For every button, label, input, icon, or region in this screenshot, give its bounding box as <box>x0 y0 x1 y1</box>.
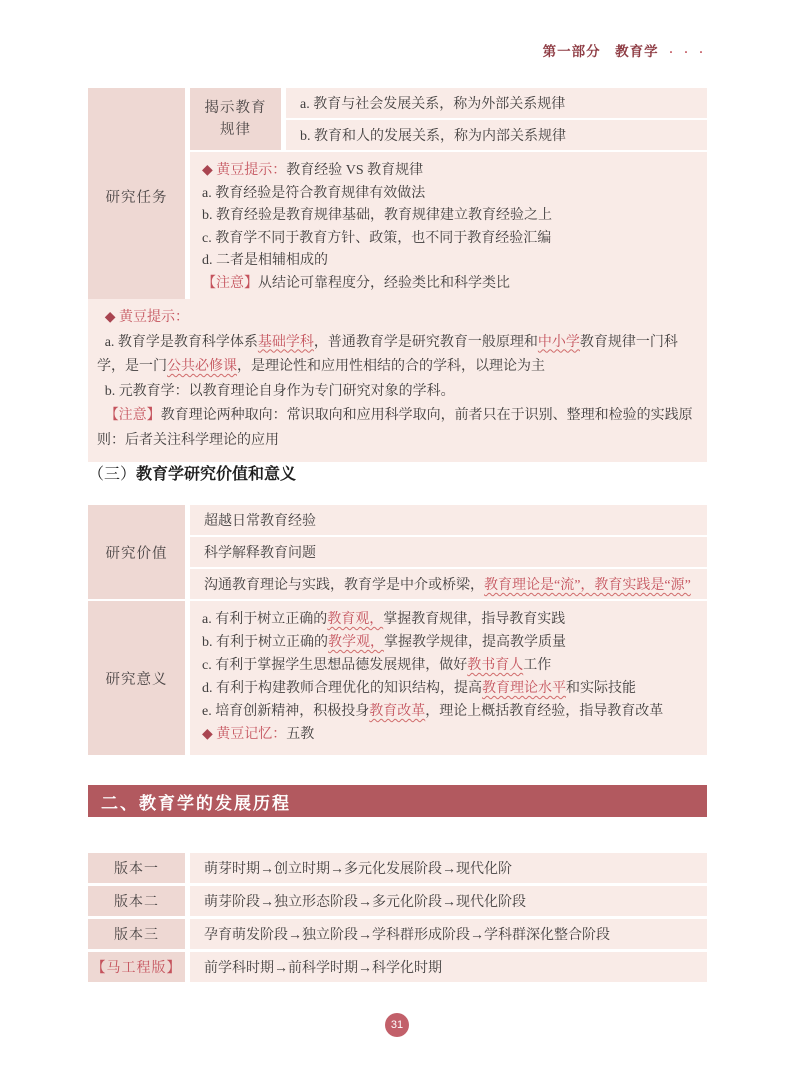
text-segment: 中小学 <box>537 334 580 350</box>
tip-line <box>202 183 695 206</box>
tip-box-line <box>97 404 698 453</box>
text-segment: 版本三 <box>114 928 159 943</box>
table-row <box>190 853 707 883</box>
tip-box-line <box>97 380 698 405</box>
text-segment: 教育经验 VS 教育规律 <box>286 163 424 178</box>
row-label-research-value: 研究价值 <box>88 505 185 599</box>
text-segment: 教育理论水平 <box>482 681 566 696</box>
table-row <box>190 505 707 535</box>
text-segment: c. 有利于掌握学生思想品德发展规律，做好 <box>202 658 468 673</box>
text-segment: 科学解释教育问题 <box>204 546 316 561</box>
text-segment: 黄豆提示： <box>118 310 189 325</box>
rule-a-text: a. 教育与社会发展关系，称为外部关系规律 <box>300 97 566 112</box>
text-segment: b. 元教育学：以教育理论自身作为专门研究对象的学科。 <box>104 383 455 399</box>
meaning-line <box>202 608 695 631</box>
header-part-title: 第一部分 教育学 <box>542 44 659 59</box>
section-banner <box>88 785 707 817</box>
section-title: 二、教育学的发展历程 <box>101 793 291 813</box>
text-segment: 教育改革 <box>369 704 426 719</box>
header-dots: · · · <box>668 45 707 59</box>
subsection-heading <box>88 461 296 484</box>
research-value-table <box>88 505 707 755</box>
table-row <box>190 569 707 599</box>
text-segment: 萌芽时期→创立时期→多元化发展阶段→现代化阶 <box>204 862 512 877</box>
text-segment: a. 有利于树立正确的 <box>202 612 328 627</box>
row-label-version-1 <box>88 853 185 883</box>
table-row <box>190 919 707 949</box>
text-segment: 沟通教育理论与实践，教育学是中介或桥梁， <box>204 578 484 593</box>
tip-line <box>202 160 695 183</box>
table-row <box>286 120 707 150</box>
text-segment: 版本一 <box>114 862 159 877</box>
rule-b-text: b. 教育和人的发展关系，称为内部关系规律 <box>300 129 566 144</box>
row-label-research-meaning: 研究意义 <box>88 601 185 755</box>
row-label-version-2 <box>88 886 185 916</box>
text-segment: d. 二者是相辅相成的 <box>202 253 328 268</box>
text-segment: ，是理论性和应用性相结的合的学科，以理论为主 <box>237 359 545 374</box>
meaning-cell <box>190 601 707 755</box>
text-segment: ◆ <box>104 310 119 325</box>
text-segment: 五教 <box>286 727 315 742</box>
row-label-version-3 <box>88 919 185 949</box>
text-segment: b. 教育经验是教育规律基础，教育规律建立教育经验之上 <box>202 208 552 223</box>
meaning-line <box>202 723 695 746</box>
tip-line <box>202 205 695 228</box>
text-segment: c. 教育学不同于教育方针、政策，也不同于教育经验汇编 <box>202 230 552 246</box>
row-label-ma-gongcheng <box>88 952 185 982</box>
text-segment: 公共必修课 <box>167 359 237 374</box>
text-segment: 掌握教学规律，提高教学质量 <box>384 635 566 650</box>
text-segment: 教育观， <box>327 612 384 627</box>
meaning-line <box>202 654 695 677</box>
text-segment: 超越日常教育经验 <box>204 514 316 529</box>
text-segment: d. 有利于构建教师合理优化的知识结构，提高 <box>202 681 482 696</box>
tip-box-line <box>97 306 698 331</box>
text-segment: 【马工程版】 <box>91 961 182 976</box>
text-segment: 前学科时期→前科学时期→科学化时期 <box>204 961 442 976</box>
text-segment: ◆ <box>202 727 217 742</box>
text-segment: ，普通教育学是研究教育一般原理和 <box>313 334 538 350</box>
text-segment: 教书育人 <box>467 658 524 673</box>
tip-line <box>202 273 695 296</box>
table-row <box>190 952 707 982</box>
tip-box-line <box>97 331 698 380</box>
development-history-table <box>88 853 707 982</box>
text-segment: ，理论上概括教育经验，指导教育改革 <box>425 704 664 719</box>
meaning-line <box>202 677 695 700</box>
text-segment: e. 培育创新精神，积极投身 <box>202 704 370 719</box>
text-segment: 和实际技能 <box>566 681 636 696</box>
running-header <box>543 40 707 60</box>
text-segment: 教育规律一门科学，是一门 <box>97 334 678 374</box>
text-segment: 【注意】 <box>104 408 161 423</box>
text-segment: ◆ <box>202 163 217 178</box>
text-segment: 教育理论两种取向：常识取向和应用科学取向，前者只在于识别、整理和检验的实践原则：后者关注科学理论的应用 <box>97 408 693 448</box>
text-segment: 黄豆记忆： <box>216 727 287 742</box>
text-segment: 孕育萌发阶段→独立阶段→学科群形成阶段→学科群深化整合阶段 <box>204 928 610 943</box>
text-segment: a. 教育学是教育科学体系 <box>104 334 258 350</box>
row-label-research-task: 研究任务 <box>88 88 185 305</box>
text-segment: 【注意】 <box>202 275 258 291</box>
text-segment: a. 教育经验是符合教育规律有效做法 <box>202 185 426 201</box>
huangdou-tip-box <box>88 299 707 462</box>
sub-label-reveal-rules: 揭示教育规律 <box>190 88 281 150</box>
text-segment: 萌芽阶段→独立形态阶段→多元化阶段→现代化阶段 <box>204 895 526 910</box>
text-segment: （三） <box>88 466 137 483</box>
text-segment: 教育理论是“流”，教育实践是“源” <box>484 578 691 593</box>
text-segment: 掌握教育规律，指导教育实践 <box>383 612 566 627</box>
text-segment: 版本二 <box>114 895 159 910</box>
text-segment: 基础学科 <box>257 334 314 350</box>
text-segment: b. 有利于树立正确的 <box>202 635 328 650</box>
tip-line <box>202 250 695 273</box>
meaning-line <box>202 631 695 654</box>
text-segment: 从结论可靠程度分，经验类比和科学类比 <box>258 275 510 291</box>
research-task-table <box>88 88 707 305</box>
tip-line <box>202 228 695 251</box>
text-segment: 黄豆提示： <box>216 163 287 178</box>
text-segment: 教育学研究价值和意义 <box>136 466 297 483</box>
table-row <box>286 88 707 118</box>
tips-cell <box>190 152 707 305</box>
meaning-line <box>202 700 695 723</box>
page-number-badge: 31 <box>385 1013 409 1037</box>
table-row <box>190 537 707 567</box>
text-segment: 工作 <box>523 658 552 673</box>
text-segment: 教学观， <box>328 635 384 650</box>
table-row <box>190 886 707 916</box>
